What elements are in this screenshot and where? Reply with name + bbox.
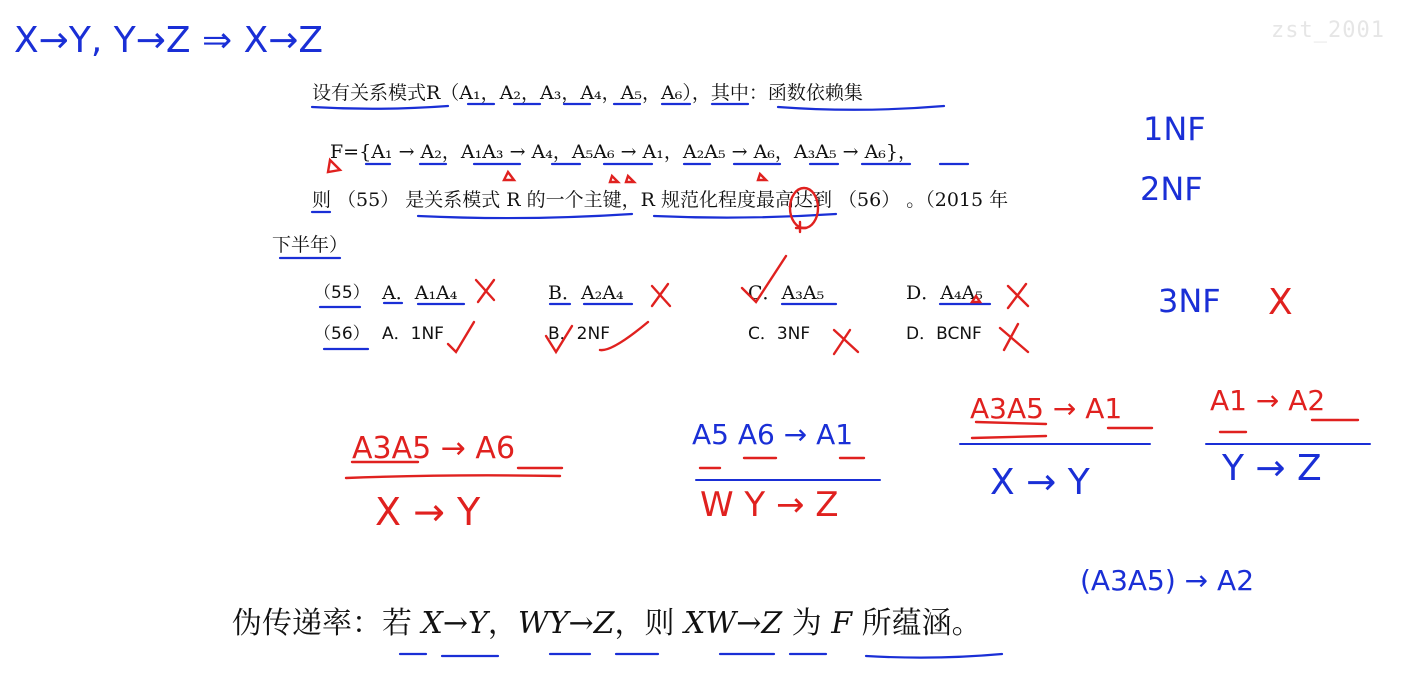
rule-part: 所蕴涵。 (852, 606, 982, 641)
rule-part: ，则 (614, 606, 685, 641)
hw-ex3-top-left: A3A5 → A1 (970, 392, 1123, 425)
rule-part: 伪传递率：若 (232, 606, 422, 641)
rule-expr-xwz: XW→Z (684, 606, 783, 641)
question-line-3: 则 （55） 是关系模式 R 的一个主键，R 规范化程度最高达到 （56） 。（2015 年 (312, 189, 1009, 211)
hw-ex1-bottom: X → Y (375, 490, 481, 534)
hw-top-rule: X→Y, Y→Z ⇒ X→Z (14, 20, 324, 61)
question-line-2: F={A₁ → A₂，A₁A₃ → A₄，A₅A₆ → A₁，A₂A₅ → A₆，A₃A₅ → A₆}， (330, 141, 918, 163)
option56-d: D．BCNF (906, 324, 982, 344)
option55-b: B．A₂A₄ (548, 282, 624, 304)
hw-ex2-bottom: W Y → Z (700, 485, 839, 525)
option55-a: A．A₁A₄ (382, 282, 458, 304)
option56-b: B．2NF (548, 324, 610, 344)
question-line-1: 设有关系模式R（A₁，A₂，A₃，A₄，A₅，A₆），其中：函数依赖集 (312, 82, 863, 104)
hw-ex3-bottom-left: X → Y (990, 462, 1090, 503)
question-line-4: 下半年） (272, 234, 349, 256)
hw-ex1-top: A3A5 → A6 (352, 431, 516, 466)
blue-underlines (280, 104, 1002, 658)
rule-expr-xy: X→Y (421, 606, 488, 641)
rule-expr-f: F (831, 606, 853, 641)
option55-c: C．A₃A₅ (748, 282, 825, 304)
hw-2nf: 2NF (1140, 170, 1203, 208)
option56-number: （56） (314, 324, 370, 344)
watermark: zst_2001 (1271, 18, 1385, 43)
hw-3nf-mark: X (1268, 282, 1293, 323)
rule-part: 为 (782, 606, 832, 641)
hw-ex3-bottom-right: Y → Z (1222, 448, 1322, 489)
option56-c: C．3NF (748, 324, 811, 344)
hw-3nf: 3NF (1158, 282, 1221, 320)
hw-1nf: 1NF (1143, 110, 1206, 148)
option55-d: D．A₄A₅ (906, 282, 983, 304)
rule-expr-wyz: WY→Z (517, 606, 615, 641)
option55-number: （55） (314, 283, 370, 303)
option56-a: A．1NF (382, 324, 444, 344)
hw-ex2-top: A5 A6 → A1 (692, 418, 854, 451)
hw-ex4: (A3A5) → A2 (1080, 564, 1255, 597)
rule-part: ， (487, 606, 518, 641)
hw-ex3-top-right: A1 → A2 (1210, 384, 1326, 417)
